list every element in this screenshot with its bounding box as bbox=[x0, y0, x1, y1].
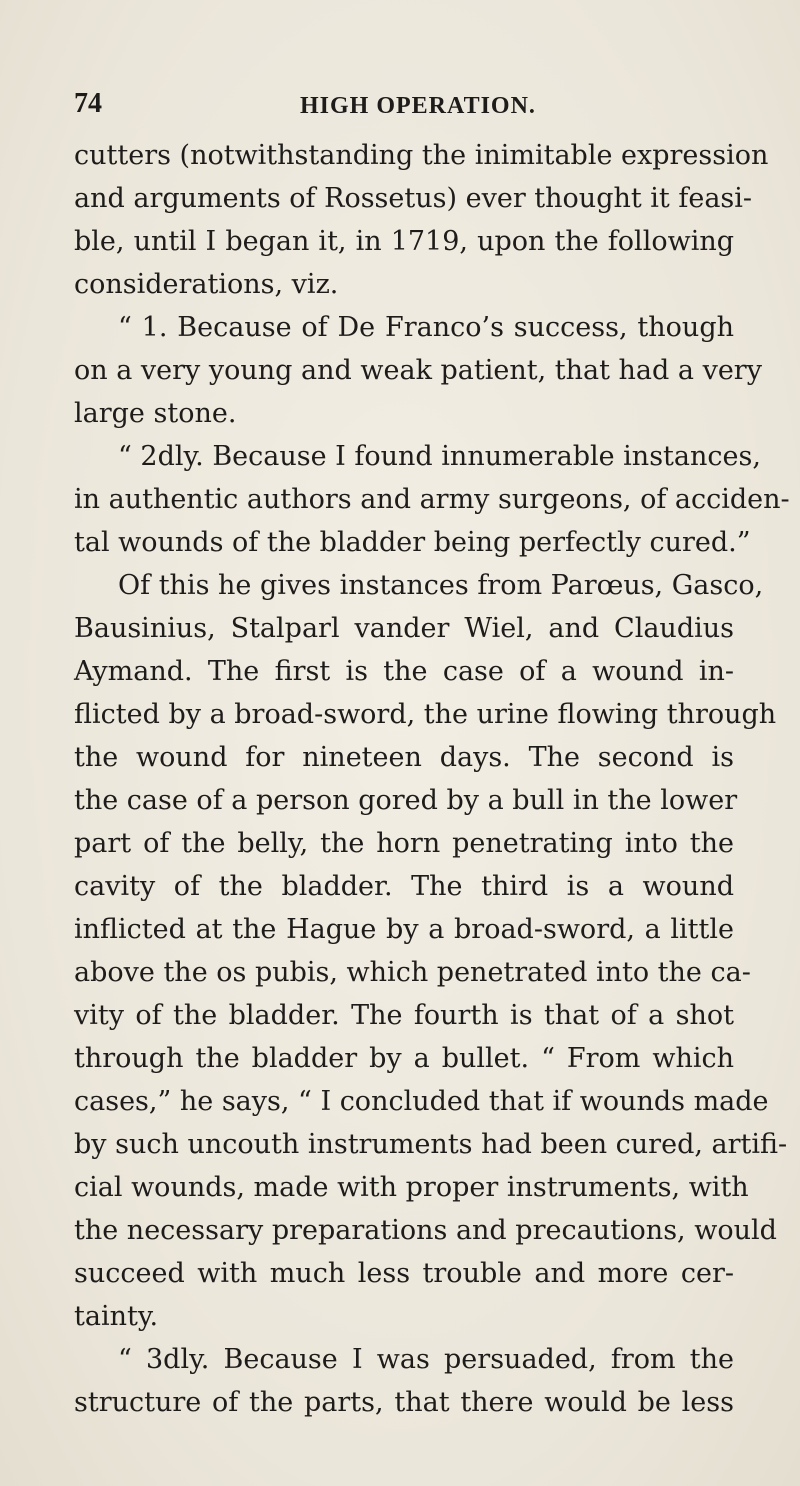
text-line: the case of a person gored by a bull in the lower bbox=[74, 785, 738, 816]
text-line: cases,” he says, “ I concluded that if wounds made bbox=[74, 1086, 769, 1117]
text-line: cutters (notwithstanding the inimitable expression bbox=[74, 140, 769, 171]
text-line: flicted by a broad-sword, the urine flowing through bbox=[74, 699, 777, 730]
text-line: large stone. bbox=[74, 398, 237, 429]
text-line: part of the belly, the horn penetrating into the bbox=[74, 828, 734, 859]
body-text bbox=[74, 134, 790, 1424]
text-line: tal wounds of the bladder being perfectly cured.” bbox=[74, 527, 751, 558]
text-line: Of this he gives instances from Parœus, Gasco, bbox=[118, 570, 764, 601]
text-line: Bausinius, Stalparl vander Wiel, and Claudius bbox=[74, 613, 734, 644]
text-line: the wound for nineteen days. The second is bbox=[74, 742, 734, 773]
text-line: cial wounds, made with proper instruments, with bbox=[74, 1172, 749, 1203]
text-line: structure of the parts, that there would be less bbox=[74, 1387, 734, 1418]
text-line: vity of the bladder. The fourth is that of a shot bbox=[74, 1000, 734, 1031]
text-line: above the os pubis, which penetrated into the ca- bbox=[74, 957, 751, 988]
text-line: the necessary preparations and precautions, would bbox=[74, 1215, 777, 1246]
text-line: ble, until I began it, in 1719, upon the following bbox=[74, 226, 734, 257]
text-line: considerations, viz. bbox=[74, 269, 339, 300]
text-line: in authentic authors and army surgeons, of acciden- bbox=[74, 484, 790, 515]
running-head: HIGH OPERATION. bbox=[300, 93, 536, 119]
text-line: cavity of the bladder. The third is a wound bbox=[74, 871, 734, 902]
text-line: “ 3dly. Because I was persuaded, from the bbox=[118, 1344, 734, 1375]
text-line: Aymand. The first is the case of a wound in- bbox=[74, 656, 734, 687]
text-line: and arguments of Rossetus) ever thought it feasi- bbox=[74, 183, 753, 214]
text-line: “ 1. Because of De Franco’s success, though bbox=[118, 312, 734, 343]
text-line: inflicted at the Hague by a broad-sword, a little bbox=[74, 914, 734, 945]
page-header bbox=[74, 84, 734, 124]
text-line: tainty. bbox=[74, 1301, 159, 1332]
text-line: succeed with much less trouble and more cer- bbox=[74, 1258, 734, 1289]
page-number: 74 bbox=[74, 88, 102, 119]
text-line: by such uncouth instruments had been cured, artifi- bbox=[74, 1129, 788, 1160]
text-line: through the bladder by a bullet. “ From which bbox=[74, 1043, 734, 1074]
text-line: on a very young and weak patient, that had a very bbox=[74, 355, 762, 386]
text-line: “ 2dly. Because I found innumerable instances, bbox=[118, 441, 761, 472]
